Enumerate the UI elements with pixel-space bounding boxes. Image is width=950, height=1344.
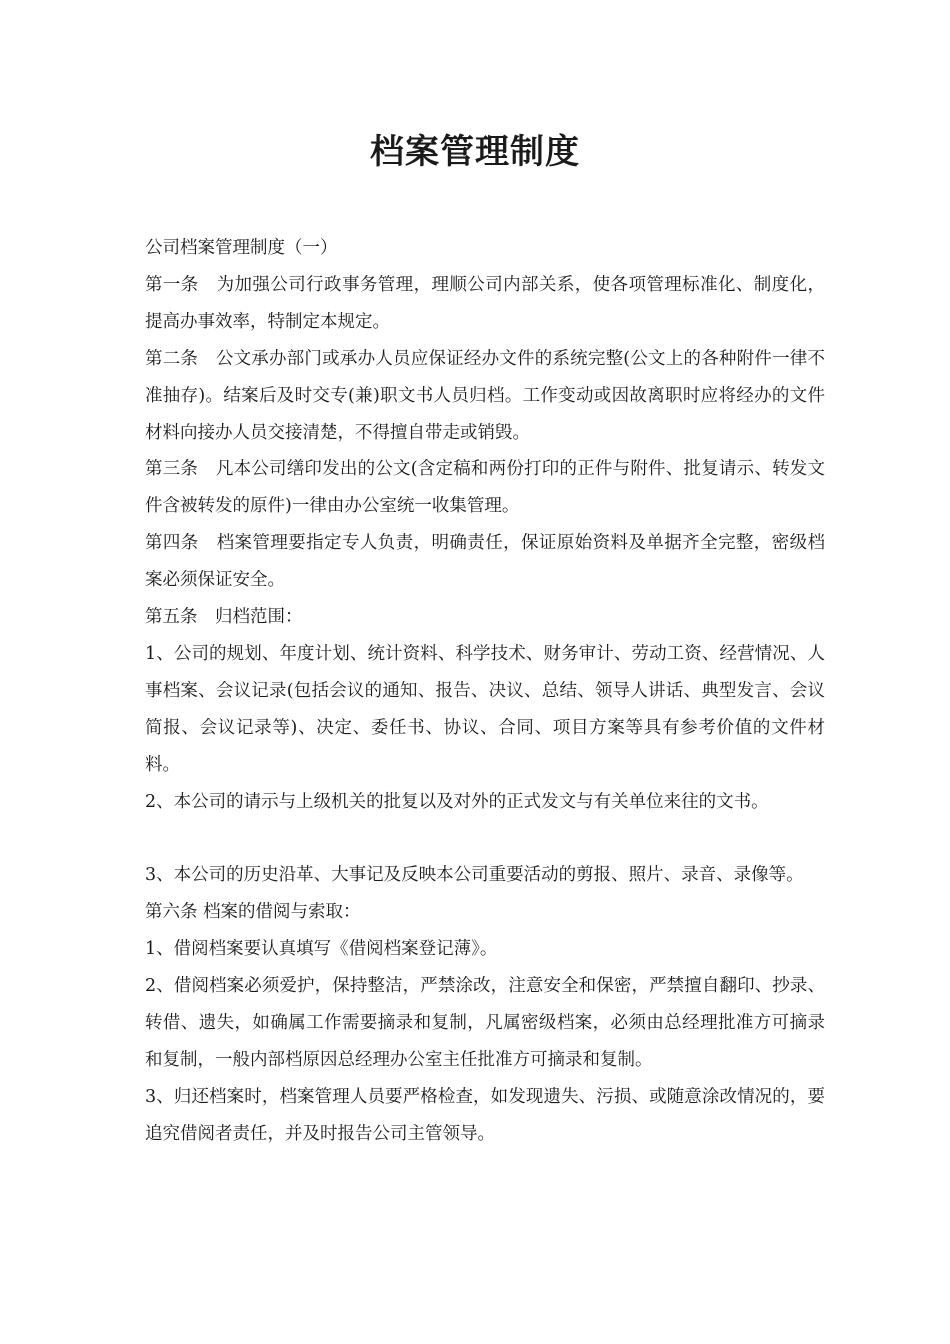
- article-5-item-3: 3、本公司的历史沿革、大事记及反映本公司重要活动的剪报、照片、录音、录像等。: [145, 865, 804, 886]
- section-heading: 公司档案管理制度（一）: [145, 238, 338, 258]
- document-body: [145, 230, 825, 1153]
- article-5-item-1: 1、公司的规划、年度计划、统计资料、科学技术、财务审计、劳动工资、经营情况、人事档案、会议记录(包括会议的通知、报告、决议、总结、领导人讲话、典型发言、会议简报、会议记录等)、决定、委任书、协议、合同、项目方案等具有参考价值的文件材料。: [145, 643, 825, 775]
- article-3: 第三条 凡本公司缮印发出的公文(含定稿和两份打印的正件与附件、批复请示、转发文件含被转发的原件)一律由办公室统一收集管理。: [145, 459, 825, 517]
- document-title: 档案管理制度: [370, 132, 580, 172]
- article-6-item-2: 2、借阅档案必须爱护，保持整洁，严禁涂改，注意安全和保密，严禁擅自翻印、抄录、转借、遗失，如确属工作需要摘录和复制，凡属密级档案，必须由总经理批准方可摘录和复制，一般内部档原因总经理办公室主任批准方可摘录和复制。: [145, 976, 825, 1070]
- article-5-item-2: 2、本公司的请示与上级机关的批复以及对外的正式发文与有关单位来往的文书。: [145, 791, 769, 812]
- article-1: 第一条 为加强公司行政事务管理，理顺公司内部关系，使各项管理标准化、制度化，提高办事效率，特制定本规定。: [145, 274, 825, 332]
- article-6-item-1: 1、借阅档案要认真填写《借阅档案登记薄》。: [145, 939, 498, 960]
- article-6: 第六条 档案的借阅与索取：: [145, 902, 361, 923]
- article-4: 第四条 档案管理要指定专人负责，明确责任，保证原始资料及单据齐全完整，密级档案必须保证安全。: [145, 533, 825, 591]
- article-6-item-3: 3、归还档案时，档案管理人员要严格检查，如发现遗失、污损、或随意涂改情况的，要追究借阅者责任，并及时报告公司主管领导。: [145, 1086, 825, 1144]
- article-2: 第二条 公文承办部门或承办人员应保证经办文件的系统完整(公文上的各种附件一律不准抽存)。结案后及时交专(兼)职文书人员归档。工作变动或因故离职时应将经办的文件材料向接办人员交接清楚，不得擅自带走或销毁。: [145, 348, 825, 443]
- article-5: 第五条 归档范围：: [145, 607, 303, 628]
